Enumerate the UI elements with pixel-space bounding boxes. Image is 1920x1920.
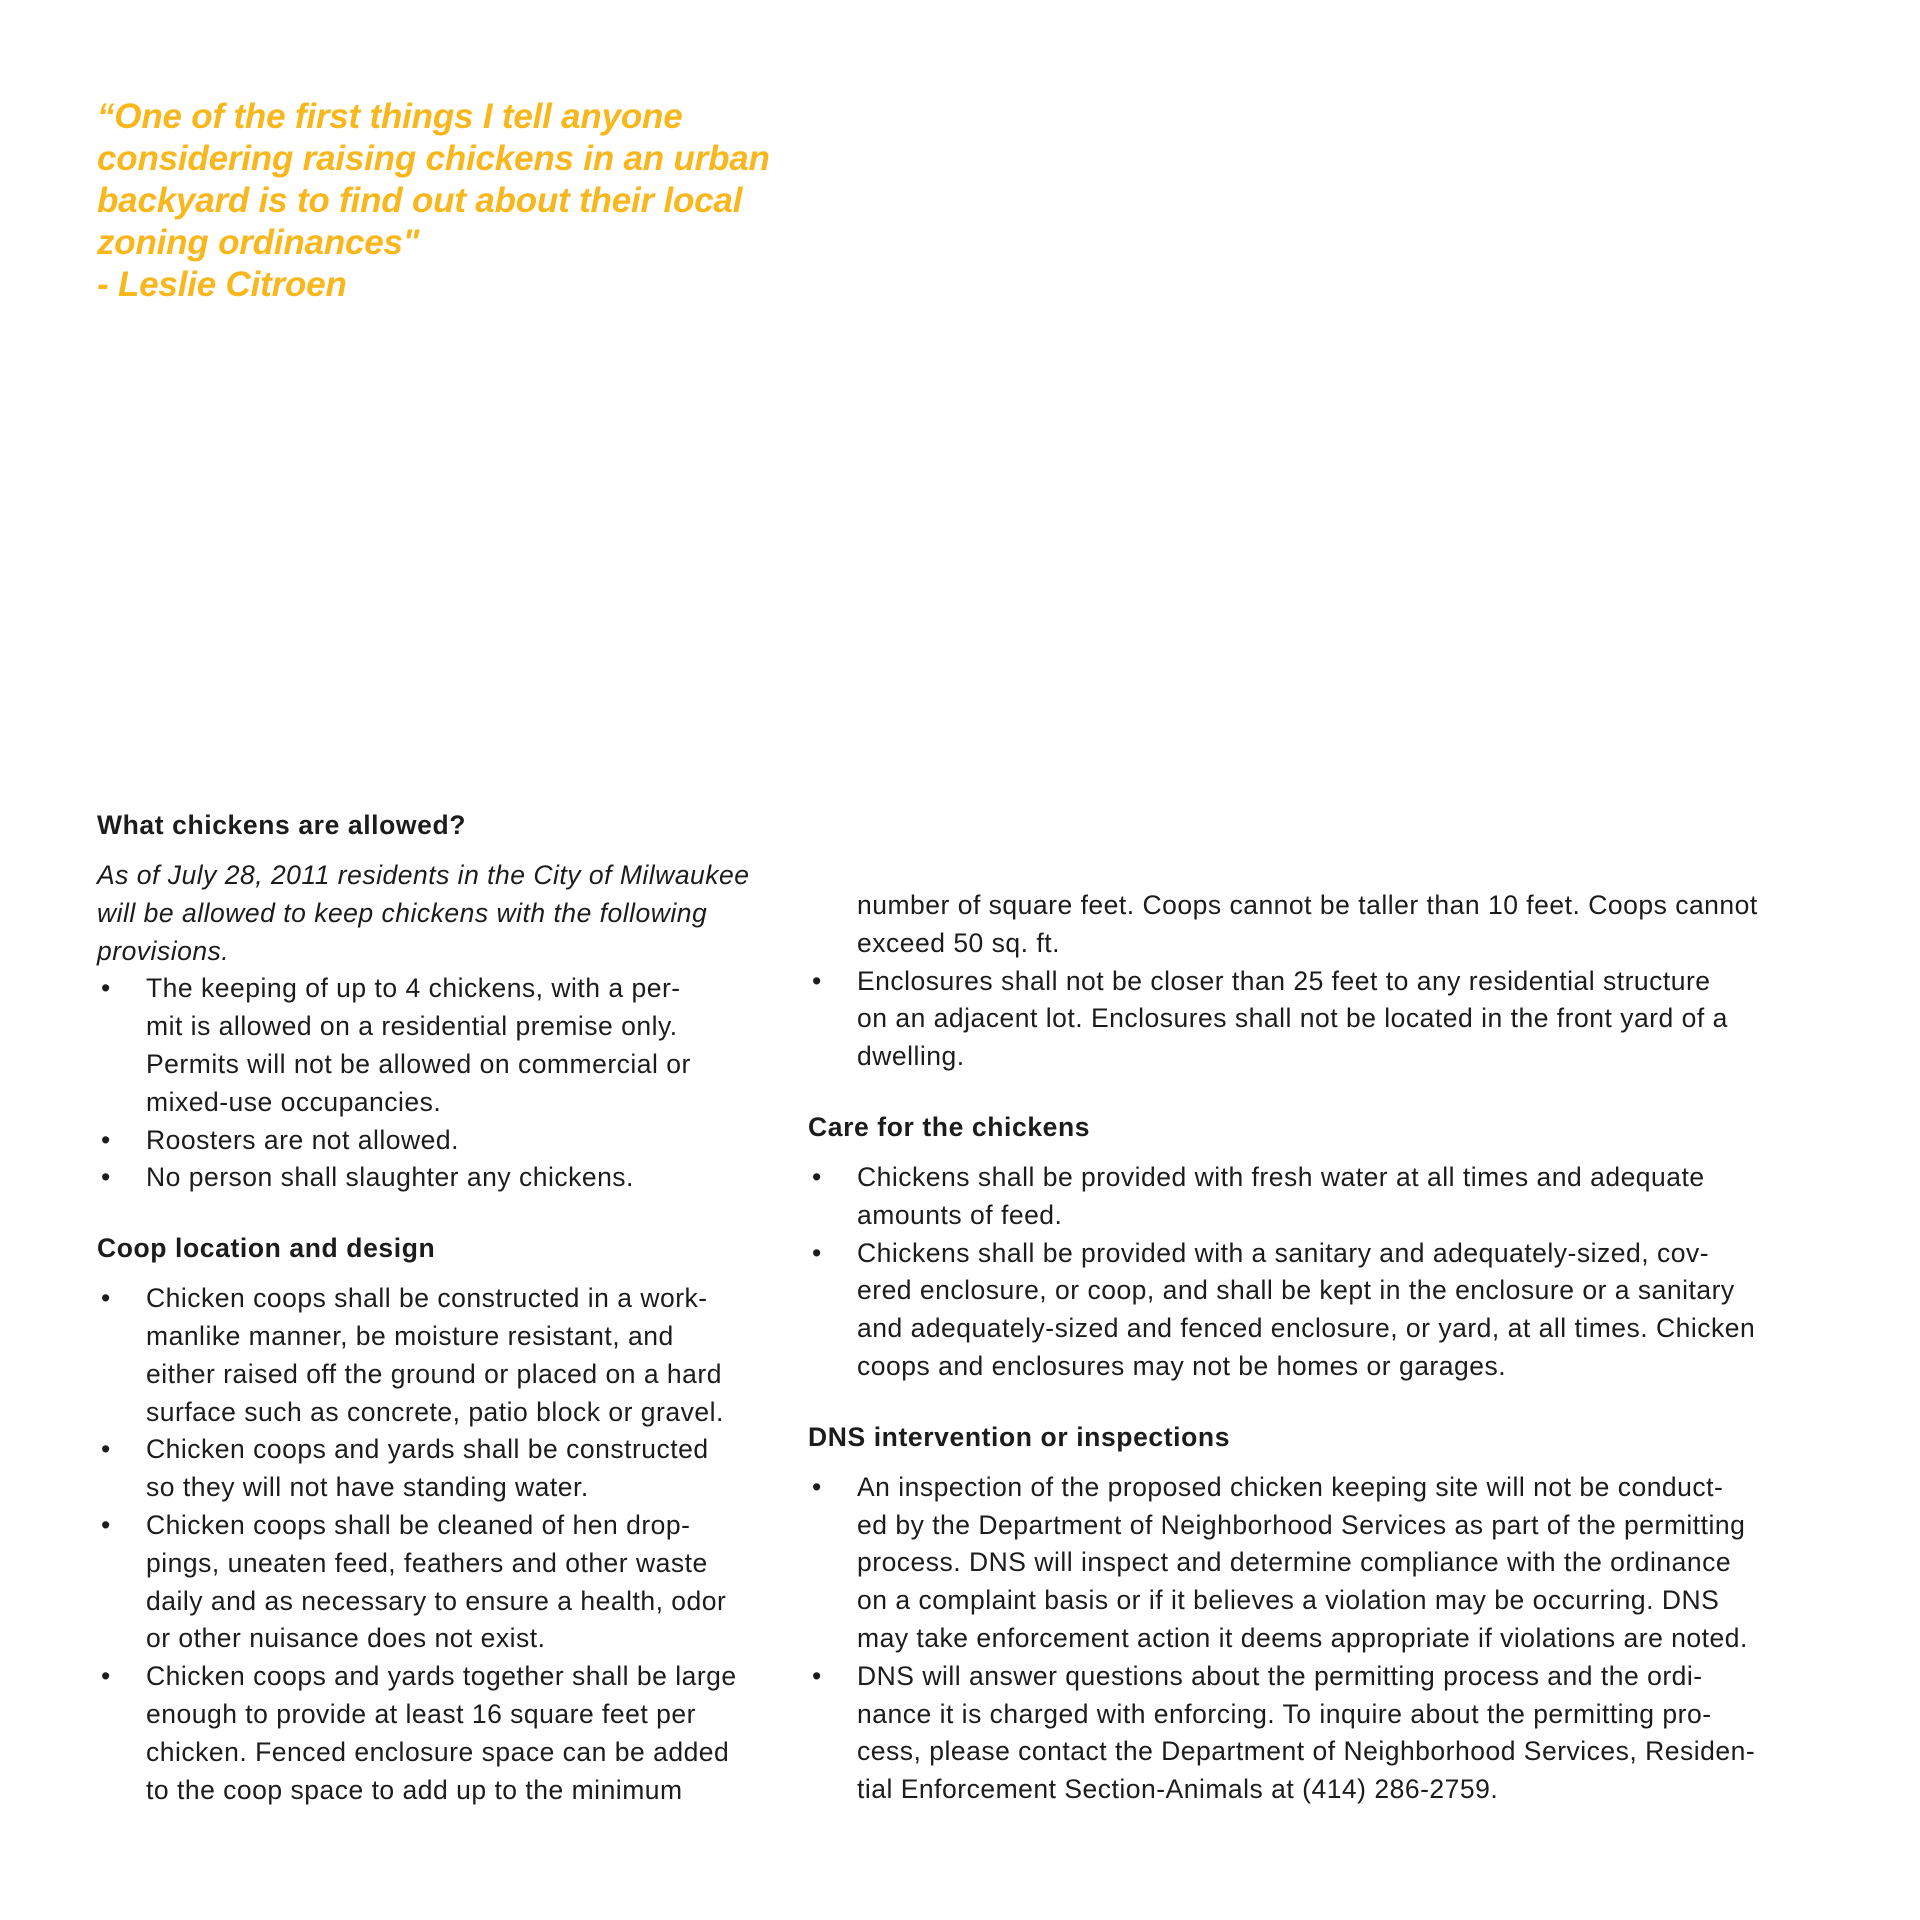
item-line: Chickens shall be provided with a sanitary and adequately-sized, cov-	[857, 1237, 1710, 1268]
item-line: manlike manner, be moisture resistant, and	[146, 1320, 674, 1351]
bullet-icon: •	[101, 1162, 111, 1193]
bullet-icon: •	[812, 1660, 822, 1691]
item-line: Roosters are not allowed.	[146, 1124, 459, 1155]
quote-line: backyard is to find out about their local	[97, 181, 743, 220]
section-dns	[808, 1419, 1858, 1809]
item-line: The keeping of up to 4 chickens, with a per-	[146, 973, 681, 1004]
item-line: amounts of feed.	[857, 1199, 1063, 1230]
list-item	[808, 1658, 1858, 1809]
item-line: Chicken coops and yards shall be constructed	[146, 1434, 709, 1465]
item-line: number of square feet. Coops cannot be taller than 10 feet. Coops cannot	[857, 890, 1758, 920]
item-line: so they will not have standing water.	[146, 1472, 589, 1503]
list-item	[97, 1658, 797, 1809]
item-line: either raised off the ground or placed on a hard	[146, 1358, 722, 1389]
bullet-icon: •	[101, 1434, 111, 1465]
list-item	[808, 1235, 1858, 1386]
section-intro	[97, 857, 797, 970]
list-item	[97, 1431, 797, 1507]
section-allowed-chickens	[97, 807, 797, 1197]
item-line: tial Enforcement Section-Animals at (414) 286-2759.	[857, 1774, 1499, 1805]
item-line: Chickens shall be provided with fresh water at all times and adequate	[857, 1161, 1705, 1192]
item-line: or other nuisance does not exist.	[146, 1623, 546, 1654]
section-heading: Care for the chickens	[808, 1111, 1091, 1142]
list-item	[97, 1280, 797, 1431]
intro-line: will be allowed to keep chickens with the following	[97, 897, 708, 928]
section-heading: What chickens are allowed?	[97, 810, 467, 840]
item-line: Chicken coops and yards together shall be large	[146, 1661, 737, 1692]
list-item-continued	[808, 887, 1858, 963]
item-line: exceed 50 sq. ft.	[857, 927, 1060, 958]
list-item	[808, 1469, 1858, 1658]
item-line: Chicken coops shall be constructed in a work-	[146, 1283, 708, 1314]
intro-line: As of July 28, 2011 residents in the City of Milwaukee	[97, 860, 750, 890]
list-item	[97, 1159, 797, 1197]
quote-attribution: - Leslie Citroen	[97, 265, 347, 304]
item-line: An inspection of the proposed chicken keeping site will not be conduct-	[857, 1471, 1724, 1502]
bullet-icon: •	[812, 1161, 822, 1192]
list-item	[808, 1159, 1858, 1235]
bullet-list	[97, 1280, 797, 1809]
item-line: and adequately-sized and fenced enclosure, or yard, at all times. Chicken	[857, 1313, 1756, 1344]
bullet-icon: •	[101, 1661, 111, 1692]
item-line: cess, please contact the Department of Neighborhood Services, Residen-	[857, 1736, 1756, 1767]
item-line: Enclosures shall not be closer than 25 feet to any residential structure	[857, 965, 1711, 996]
bullet-list	[808, 887, 1858, 1076]
item-line: enough to provide at least 16 square feet per	[146, 1698, 696, 1729]
item-line: surface such as concrete, patio block or gravel.	[146, 1396, 724, 1427]
item-line: coops and enclosures may not be homes or garages.	[857, 1350, 1507, 1381]
quote-line: zoning ordinances"	[97, 223, 420, 262]
bullet-list	[97, 970, 797, 1197]
list-item	[97, 1122, 797, 1160]
item-line: daily and as necessary to ensure a health, odor	[146, 1585, 727, 1616]
item-line: pings, uneaten feed, feathers and other waste	[146, 1547, 708, 1578]
item-line: DNS will answer questions about the permitting process and the ordi-	[857, 1660, 1703, 1691]
section-coop-continuation	[808, 887, 1858, 1076]
item-line: ed by the Department of Neighborhood Services as part of the permitting	[857, 1509, 1746, 1540]
bullet-icon: •	[101, 1283, 111, 1314]
item-line: process. DNS will inspect and determine compliance with the ordinance	[857, 1547, 1732, 1578]
bullet-icon: •	[101, 1124, 111, 1155]
bullet-icon: •	[812, 1471, 822, 1502]
bullet-list	[808, 1159, 1858, 1386]
item-line: mit is allowed on a residential premise only.	[146, 1011, 678, 1042]
bullet-icon: •	[812, 1237, 822, 1268]
bullet-list	[808, 1469, 1858, 1809]
item-line: Permits will not be allowed on commercial or	[146, 1048, 691, 1079]
quote-line: considering raising chickens in an urban	[97, 139, 770, 178]
item-line: on an adjacent lot. Enclosures shall not be located in the front yard of a	[857, 1003, 1728, 1034]
item-line: may take enforcement action it deems appropriate if violations are noted.	[857, 1622, 1748, 1653]
pull-quote	[97, 96, 817, 306]
quote-line: “One of the first things I tell anyone	[97, 97, 683, 136]
item-line: ered enclosure, or coop, and shall be kept in the enclosure or a sanitary	[857, 1275, 1735, 1306]
section-heading: Coop location and design	[97, 1233, 436, 1264]
section-coop-location	[97, 1230, 797, 1809]
item-line: Chicken coops shall be cleaned of hen drop-	[146, 1509, 691, 1540]
list-item	[808, 963, 1858, 1076]
section-heading: DNS intervention or inspections	[808, 1421, 1231, 1452]
list-item	[97, 1507, 797, 1658]
bullet-icon: •	[812, 965, 822, 996]
item-line: nance it is charged with enforcing. To inquire about the permitting pro-	[857, 1698, 1712, 1729]
bullet-icon: •	[101, 973, 111, 1004]
right-column	[808, 887, 1858, 1809]
item-line: No person shall slaughter any chickens.	[146, 1162, 634, 1193]
left-column	[97, 807, 797, 1809]
item-line: to the coop space to add up to the minimum	[146, 1774, 683, 1805]
item-line: on a complaint basis or if it believes a violation may be occurring. DNS	[857, 1585, 1720, 1616]
item-line: mixed-use occupancies.	[146, 1086, 442, 1117]
item-line: dwelling.	[857, 1041, 965, 1072]
bullet-icon: •	[101, 1509, 111, 1540]
item-line: chicken. Fenced enclosure space can be added	[146, 1736, 730, 1767]
list-item	[97, 970, 797, 1121]
intro-line: provisions.	[97, 935, 230, 966]
section-care	[808, 1109, 1858, 1386]
